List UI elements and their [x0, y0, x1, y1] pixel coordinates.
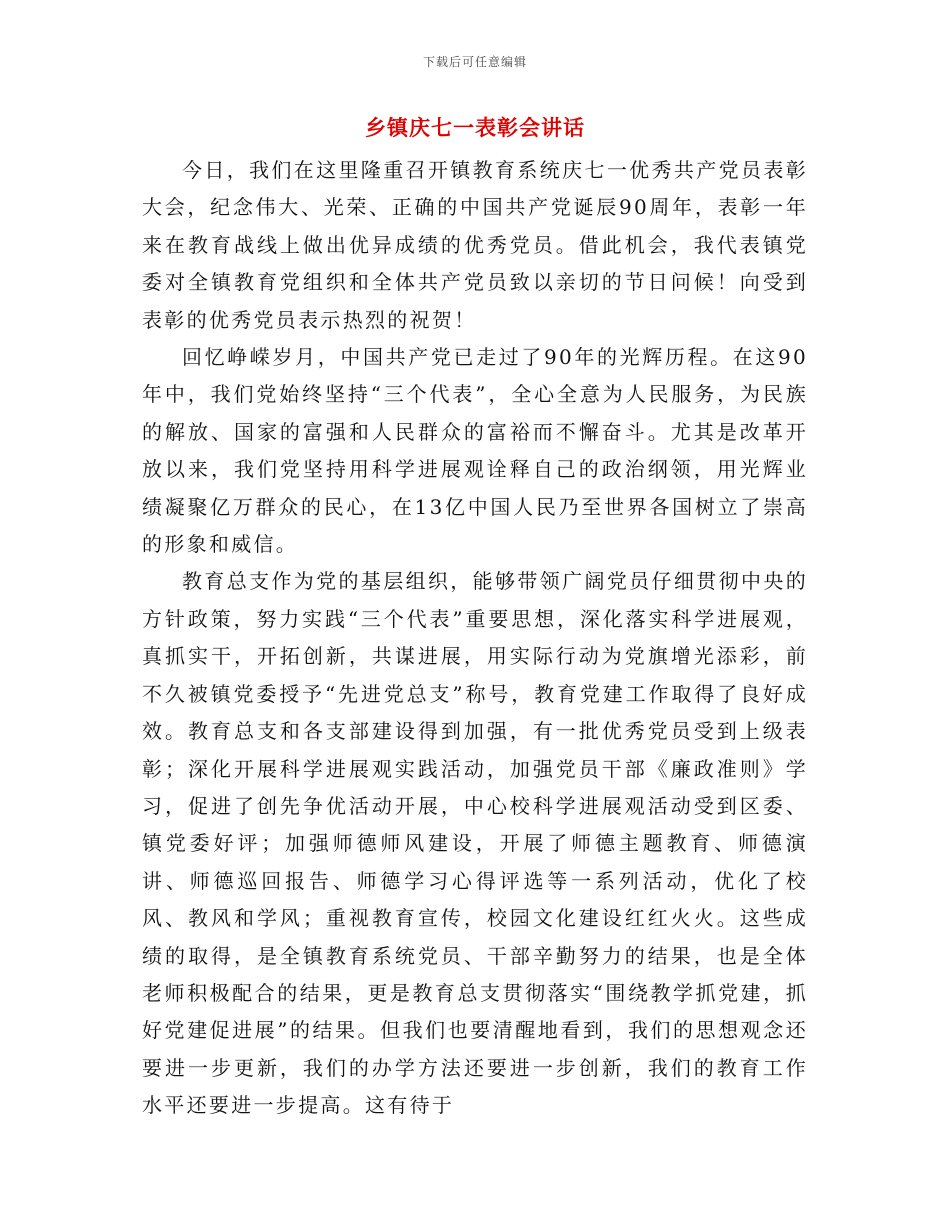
document-body	[142, 152, 808, 1125]
document-title: 乡镇庆七一表彰会讲话	[365, 116, 585, 140]
paragraph-3: 教育总支作为党的基层组织，能够带领广阔党员仔细贯彻中央的方针政策，努力实践“三个代表”重要思想，深化落实科学进展观，真抓实干，开拓创新，共谋进展，用实际行动为党旗增光添彩，前不久被镇党委授予“先进党总支”称号，教育党建工作取得了良好成效。教育总支和各支部建设得到加强，有一批优秀党员受到上级表彰；深化开展科学进展观实践活动，加强党员干部《廉政准则》学习，促进了创先争优活动开展，中心校科学进展观活动受到区委、镇党委好评；加强师德师风建设，开展了师德主题教育、师德演讲、师德巡回报告、师德学习心得评选等一系列活动，优化了校风、教风和学风；重视教育宣传，校园文化建设红红火火。这些成绩的取得，是全镇教育系统党员、干部辛勤努力的结果，也是全体老师积极配合的结果，更是教育总支贯彻落实“围绕教学抓党建，抓好党建促进展”的结果。但我们也要清醒地看到，我们的思想观念还要进一步更新，我们的办学方法还要进一步创新，我们的教育工作水平还要进一步提高。这有待于	[142, 569, 808, 1118]
paragraph-2: 回忆峥嵘岁月，中国共产党已走过了90年的光辉历程。在这90年中，我们党始终坚持“三个代表”，全心全意为人民服务，为民族的解放、国家的富强和人民群众的富裕而不懈奋斗。尤其是改革开放以来，我们党坚持用科学进展观诠释自己的政治纲领，用光辉业绩凝聚亿万群众的民心，在13亿中国人民乃至世界各国树立了崇高的形象和威信。	[142, 345, 808, 557]
paragraph-1: 今日，我们在这里隆重召开镇教育系统庆七一优秀共产党员表彰大会，纪念伟大、光荣、正确的中国共产党诞辰90周年，表彰一年来在教育战线上做出优异成绩的优秀党员。借此机会，我代表镇党委对全镇教育党组织和全体共产党员致以亲切的节日问候！向受到表彰的优秀党员表示热烈的祝贺！	[142, 158, 808, 332]
header-note: 下载后可任意编辑	[422, 55, 527, 69]
